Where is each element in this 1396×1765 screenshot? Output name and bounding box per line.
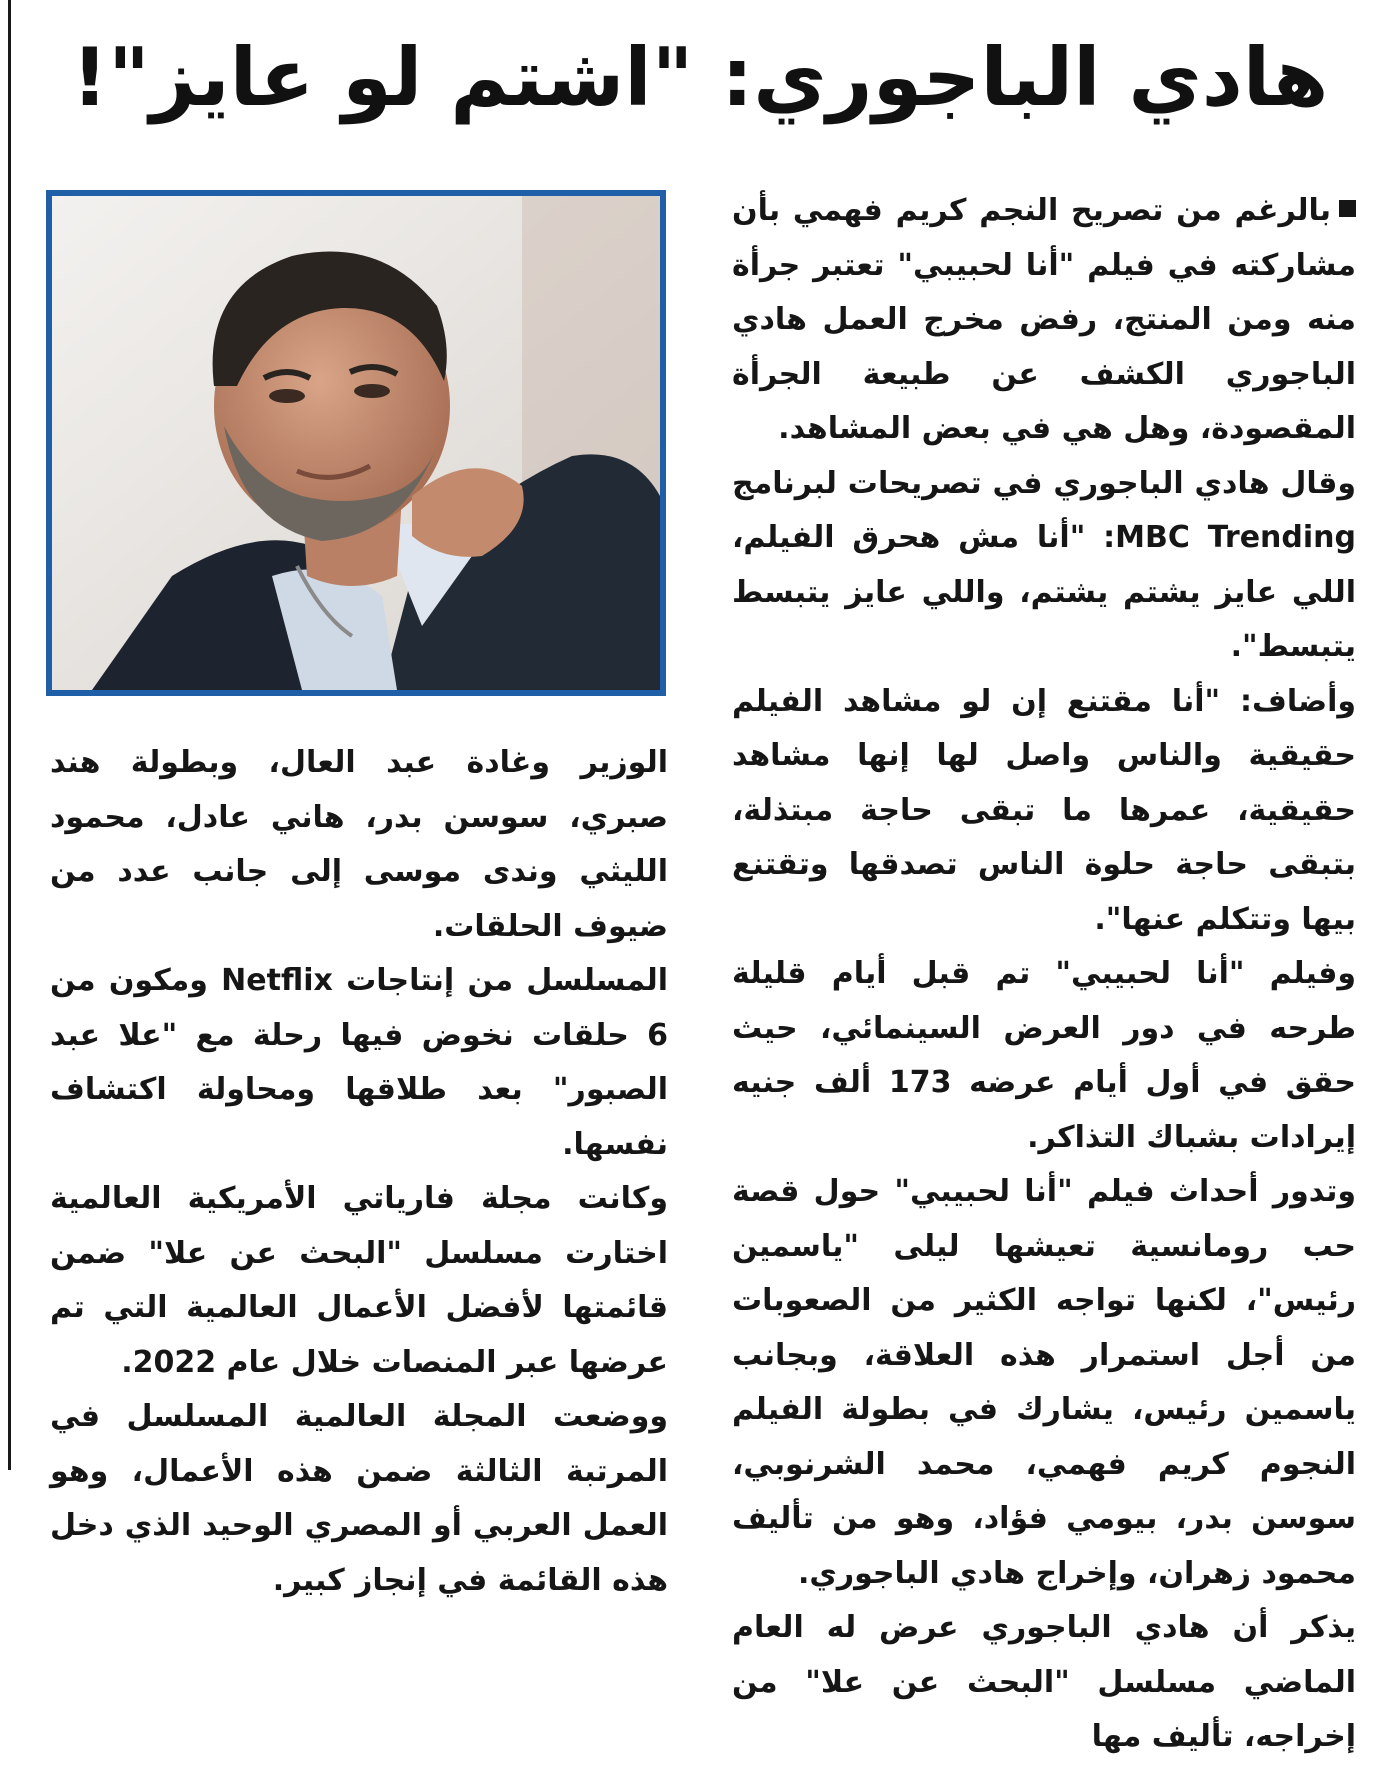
column-divider (8, 0, 11, 1470)
paragraph-6: يذكر أن هادي الباجوري عرض له العام الماضي مسلسل "البحث عن علا" من إخراجه، تأليف مها (732, 1610, 1356, 1754)
bullet-square-icon (1339, 200, 1356, 217)
article-headline: هادي الباجوري: "اشتم لو عايز"! (71, 31, 1329, 124)
article-photo (46, 190, 666, 696)
paragraph-2: وقال هادي الباجوري في تصريحات لبرنامج MBC Trending: "أنا مش هحرق الفيلم، اللي عايز يشتم يشتم، واللي عايز يتبسط يتبسط". (732, 465, 1356, 664)
paragraph-8: المسلسل من إنتاجات Netflix ومكون من 6 حلقات نخوض فيها رحلة مع "علا عبد الصبور" بعد طلاقها ومحاولة اكتشاف نفسها. (50, 963, 669, 1162)
paragraph-1 (732, 184, 1356, 457)
article-column-right (732, 184, 1356, 1765)
article-column-left (50, 736, 668, 1608)
paragraph-9: وكانت مجلة فارياتي الأمريكية العالمية اختارت مسلسل "البحث عن علا" ضمن قائمتها لأفضل الأعمال العالمية التي تم عرضها عبر المنصات خلال عام 2022. (50, 1181, 668, 1380)
paragraph-10: ووضعت المجلة العالمية المسلسل في المرتبة الثالثة ضمن هذه الأعمال، وهو العمل العربي أو المصري الوحيد الذي دخل هذه القائمة في إنجاز كبير. (50, 1399, 668, 1598)
paragraph-4: وفيلم "أنا لحبيبي" تم قبل أيام قليلة طرحه في دور العرض السينمائي، حيث حقق في أول أيام عرضه 173 ألف جنيه إيرادات بشباك التذاكر. (732, 956, 1356, 1155)
paragraph-5: وتدور أحداث فيلم "أنا لحبيبي" حول قصة حب رومانسية تعيشها ليلى "ياسمين رئيس"، لكنها تواجه الكثير من الصعوبات من أجل استمرار هذه العلاقة، وبجانب ياسمين رئيس، يشارك في بطولة الفيلم النجوم كريم فهمي، محمد الشرنوبي، سوسن بدر، بيومي فؤاد، وهو من تأليف محمود زهران، وإخراج هادي الباجوري. (732, 1174, 1356, 1591)
paragraph-3: وأضاف: "أنا مقتنع إن لو مشاهد الفيلم حقيقية والناس واصل لها إنها مشاهد حقيقية، عمرها ما تبقى حاجة مبتذلة، بتبقى حاجة حلوة الناس تصدقها وتقتنع بيها وتتكلم عنها". (732, 683, 1356, 937)
portrait-illustration (52, 196, 660, 690)
paragraph-text: بالرغم من تصريح النجم كريم فهمي بأن مشاركته في فيلم "أنا لحبيبي" تعتبر جرأة منه ومن المنتج، رفض مخرج العمل هادي الباجوري الكشف عن طبيعة الجرأة المقصودة، وهل هي في بعض المشاهد. (732, 193, 1356, 446)
paragraph-7: الوزير وغادة عبد العال، وبطولة هند صبري، سوسن بدر، هاني عادل، محمود الليثي وندى موسى إلى جانب عدد من ضيوف الحلقات. (50, 745, 668, 944)
